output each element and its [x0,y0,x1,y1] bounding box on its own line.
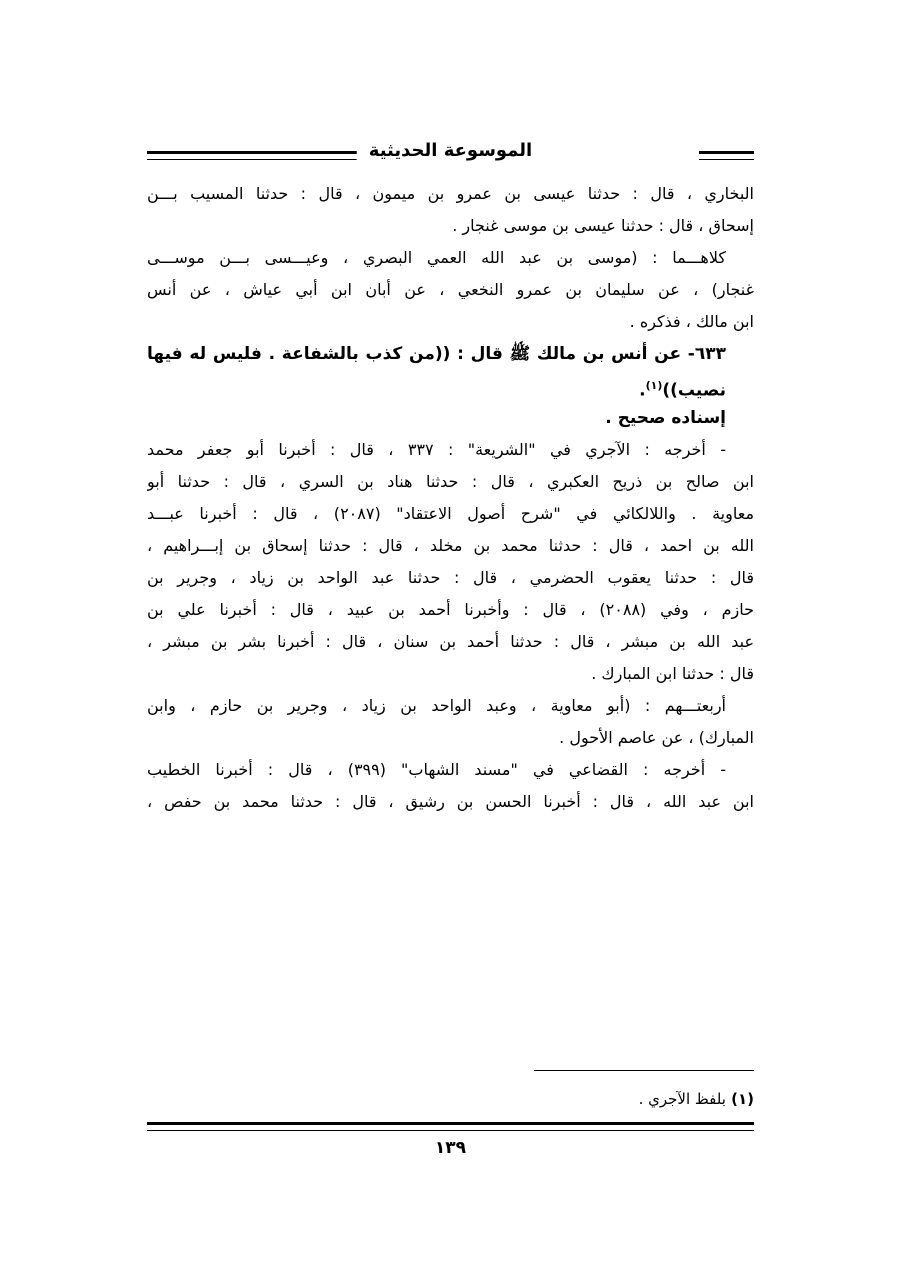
text-line: حازم ، وفي (٢٠٨٨) ، قال : وأخبرنا أحمد بن عبيد ، قال : أخبرنا علي بن [147,600,754,619]
footnote-ref: (١) [645,379,663,392]
footnote [147,1090,754,1108]
text-line: - أخرجه : القضاعي في "مسند الشهاب" (٣٩٩) ، قال : أخبرنا الخطيب [147,760,726,779]
text-line: غنجار) ، عن سليمان بن عمرو النخعي ، عن أبان ابن أبي عياش ، عن أنس [147,280,754,299]
text-line: ابن مالك ، فذكره . [629,312,754,331]
running-header [147,140,754,170]
book-page [147,0,754,1273]
text-line: ابن عبد الله ، قال : أخبرنا الحسن بن رشيق ، قال : حدثنا محمد بن حفص ، [147,792,754,811]
header-rule [699,151,754,160]
text-line: عبد الله بن مبشر ، قال : حدثنا أحمد بن سنان ، قال : أخبرنا بشر بن مبشر ، [147,632,754,651]
page-number: ١٣٩ [434,1138,467,1158]
isnad-grade: إسناده صحيح . [605,408,726,428]
text-line: قال : حدثنا ابن المبارك . [591,664,754,683]
text-line: البخاري ، قال : حدثنا عيسى بن عمرو بن ميمون ، قال : حدثنا المسيب بـــن [147,184,754,203]
header-rule [147,151,369,160]
text-line: المبارك) ، عن عاصم الأحول . [559,728,754,747]
hadith-heading-end: نصيب))$^{(١)}$. [639,379,726,401]
text-line: كلاهـــما : (موسى بن عبد الله العمي البصري ، وعيـــسى بـــن موســـى [147,248,726,267]
text-line: قال : حدثنا يعقوب الحضرمي ، قال : حدثنا عبد الواحد بن زياد ، وجرير بن [147,568,754,587]
footer-rule [147,1122,754,1131]
text-line: معاوية . واللالكائي في "شرح أصول الاعتقاد" (٢٠٨٧) ، قال : أخبرنا عبـــد [147,504,754,523]
text-line: الله بن احمد ، قال : حدثنا محمد بن مخلد ، قال : حدثنا إسحاق بن إبـــراهيم ، [147,536,754,555]
text-line: أربعتـــهم : (أبو معاوية ، وعبد الواحد بن زياد ، وجرير بن حازم ، وابن [147,696,726,715]
text-line: ابن صالح بن ذريح العكبري ، قال : حدثنا هناد بن السري ، قال : حدثنا أبو [147,472,754,491]
page-body [147,178,754,818]
footnote-separator [534,1070,754,1071]
footnote-text: بلفظ الآجري . [638,1090,726,1108]
text-line: - أخرجه : الآجري في "الشريعة" : ٣٣٧ ، قال : أخبرنا أبو جعفر محمد [147,440,726,459]
header-title: الموسوعة الحديثية [357,140,544,161]
text-line: إسحاق ، قال : حدثنا عيسى بن موسى غنجار . [452,216,754,235]
footnote-marker: (١) [731,1090,754,1108]
hadith-heading: ٦٣٣- عن أنس بن مالك ﷺ قال : ((من كذب بالشفاعة . فليس له فيها [147,344,726,364]
